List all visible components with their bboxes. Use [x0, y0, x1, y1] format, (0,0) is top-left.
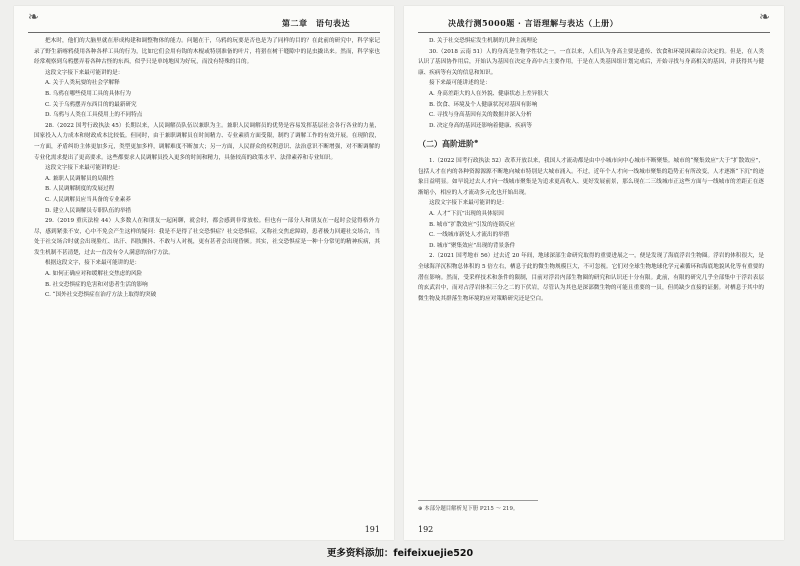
answer-option: D. 乌鸦与人类在工具使用上的不同特点 — [45, 112, 143, 119]
answer-option: C. “国外社交恐惧症在治疗方法上取得的突破 — [45, 292, 157, 299]
answer-option: A. 身高差距大的人在外貌、健康状态上差异很大 — [429, 90, 549, 97]
question-prompt: 接下来最可能讲述的是： — [429, 80, 491, 87]
leaf-ornament-icon: ❧ — [28, 10, 39, 25]
section-title: （二）高阶进阶 — [418, 139, 474, 149]
left-header-title: 第二章 语句表达 — [282, 18, 350, 28]
answer-option: B. 饮食、环境及个人健康状况对基因有影响 — [429, 101, 538, 108]
book-spread — [14, 6, 786, 540]
question-prompt: 根据这段文字，接下来最可能讲的是： — [45, 260, 141, 267]
answer-option: B. 乌鸦在哪些使用工具的具体行为 — [45, 90, 131, 97]
section-heading — [418, 136, 764, 150]
left-page-number: 191 — [364, 525, 380, 534]
answer-option: B. 城市“扩散效应”引发的连锁反应 — [429, 221, 516, 228]
answer-option: C. 关于乌鸦摆弄东西目的的最新研究 — [45, 101, 137, 108]
answer-option: B. 社交恐惧症的危害和对患者生活的影响 — [45, 281, 148, 288]
right-page-number: 192 — [418, 525, 434, 534]
answer-option: A. 人才“下沉”出现的具体原因 — [429, 210, 504, 217]
footnote: ⊕ 本部分题目解析见下册 P215 ～ 219。 — [418, 500, 538, 512]
question-stem: 28.（2022 国考行政执法 45）长期以来，人民调解员队伍以兼职为主。兼职人民调解员的优势是容易发挥基层社会各行各业的力量，国家投入人力成本和财政成本比较低。但同时，由于兼职调解员在时间精力、专业素质方面受限，制约了调解工作的有效开展。在现阶段，一方面，矛盾纠纷主体更加多元，类型更加多样，调解难度不断加大；另一方面，人民群众的权利意识、法治意识不断增强，对不断调解的专业化需求提出了更高要求。这些都要求人民调解员投入更多的时间和精力，具备较高的政策水平、法律素养和专业知识。 — [34, 122, 380, 161]
right-page — [404, 6, 784, 540]
question-prompt: 这段文字接下来最可能讲的是： — [429, 200, 508, 207]
answer-option: A. 兼职人民调解员的局限性 — [45, 175, 115, 182]
leaf-ornament-icon: ❧ — [759, 10, 770, 25]
answer-option: A. 如何正确应对和缓解社交焦虑的风险 — [45, 271, 143, 278]
answer-option: D. 城市“聚集效应”出现的背景条件 — [429, 242, 516, 249]
footnote-marker-icon: ⊕ — [474, 139, 479, 146]
question-stem: 30.（2018 云南 51）人的身高是生物学性状之一，一直以来，人们认为身高主要是遗传、饮食和环境因素综合决定的。但是，在人类认识了基因协作用后，开始认为基因在决定身高中占主要作用，于是在人类基因组计划完成后，开始寻找与身高相关的基因，并获得其与健康、疾病等有关的信息和知识。 — [418, 48, 764, 76]
question-prompt: 这段文字接下来最可能讲的是： — [45, 69, 124, 76]
right-header-title: 决战行测5000题 · 言语理解与表达（上册） — [448, 18, 619, 28]
left-page — [14, 6, 394, 540]
answer-option: C. 人民调解员应当具备的专业素养 — [45, 196, 131, 203]
question-stem: 1.（2022 国考行政执法 52）改革开放以来，我国人才流动都是由中小城市向中心城市不断聚集。城市的“聚集效应”大于“扩散效应”，包括人才在内的各种资源源源不断地向城市特别是大城市涌入。不过，近年个人才向一线城市聚集的趋势正有所改变，人才逐渐“下沉”的迹象日益明显。如早说过去人才向一线城市聚集是为追求更高收入、更好发展前景，那么现在二三线城市正这些方面与一线城市的差距正在逐渐缩小，相应的人才流动多元化也开始出现。 — [418, 158, 764, 196]
question-prompt: 这段文字接下来最可能讲的是： — [45, 165, 124, 172]
left-page-header — [28, 10, 380, 33]
answer-option: C. 一线城市新处人才流出的举措 — [429, 232, 510, 239]
answer-option: A. 关于人类玩耍的社会学解释 — [45, 80, 120, 87]
paragraph: 把木时，他们的大脑里就在形成构建和调整物体的能力。问题在于，乌鸦的玩要是否也是为了同样的目的？在此前的研究中，科学家记录了野生新喀鸦使用各种各样工具的行为，比如它们会用有钩的木棍或特别准备的叶片，将猎在树干缝隙中的昆虫撬出来。然而，科学家也经常观察到乌鸦摆弄着各种古怪的东西，似乎只是单纯地因为好玩，而没有特殊的目的。 — [34, 38, 380, 66]
right-page-header — [418, 10, 770, 33]
left-page-content — [34, 36, 380, 301]
answer-option: C. 寻找与身高基因有关的数据并深入分析 — [429, 112, 532, 119]
right-page-content — [418, 36, 764, 304]
question-stem: 29.（2019 重庆法检 44）人多数人在和朋友一起闲聊，就会时，都会感到非常放松。但也有一部分人和朋友在一起时会觉得格外力尽，感到紧张不安，心中不免会产生这样的疑问：我是不是得了社交恐惧症？社交恐惧症，又称社交焦虑障碍，患者极力回避社交场合，当处于社交场合时就会出现脸红、出汗、四肢颤抖、不敢与人对视，更有甚者会出现昏厥。其实，社交恐惧症是一种十分常见的精神疾病，其发生机制不甚清楚，过去一直没有令人满意的治疗方法。 — [34, 218, 380, 256]
answer-option: D. 关于社交恐惧症发生机制的几种主流理论 — [429, 38, 538, 44]
answer-option: D. 决定身高的基因还影响着健康、疾病等 — [429, 122, 532, 129]
question-stem: 2.（2021 国考地市 56）过去近 20 年间，地球深部生命研究取得的重要进展之一，便是发现了海底浮岩生物圈。浮岩的体积很大，是全球海洋沉积物总体积的 5 倍左右，栖息于此的微生物规模巨大，不可忽视。它们对全球生物地球化学元素循环和海底地貌风化等有重要的潜在影响。然而，受采样技术和条件的限制，目前对浮岩内部生物圈的研究和认识还十分有限。此前，有限的研究几乎全部集中于浮岩表层的玄武岩中，而对占浮岩体积三分之二的下伏岩，尽管认为其也是深部微生物的可能且重要的一员，但尚缺少直接的证据。对栖息于其中的微生物及其群落生物环境的应对策略研究还是空白。 — [418, 253, 764, 302]
answer-option: B. 人民调解制度的发展过程 — [45, 186, 115, 193]
answer-option: D. 建立人民调解员专职队伍的举措 — [45, 207, 132, 214]
promo-caption: 更多资料添加：feifeixuejie520 — [326, 548, 474, 559]
